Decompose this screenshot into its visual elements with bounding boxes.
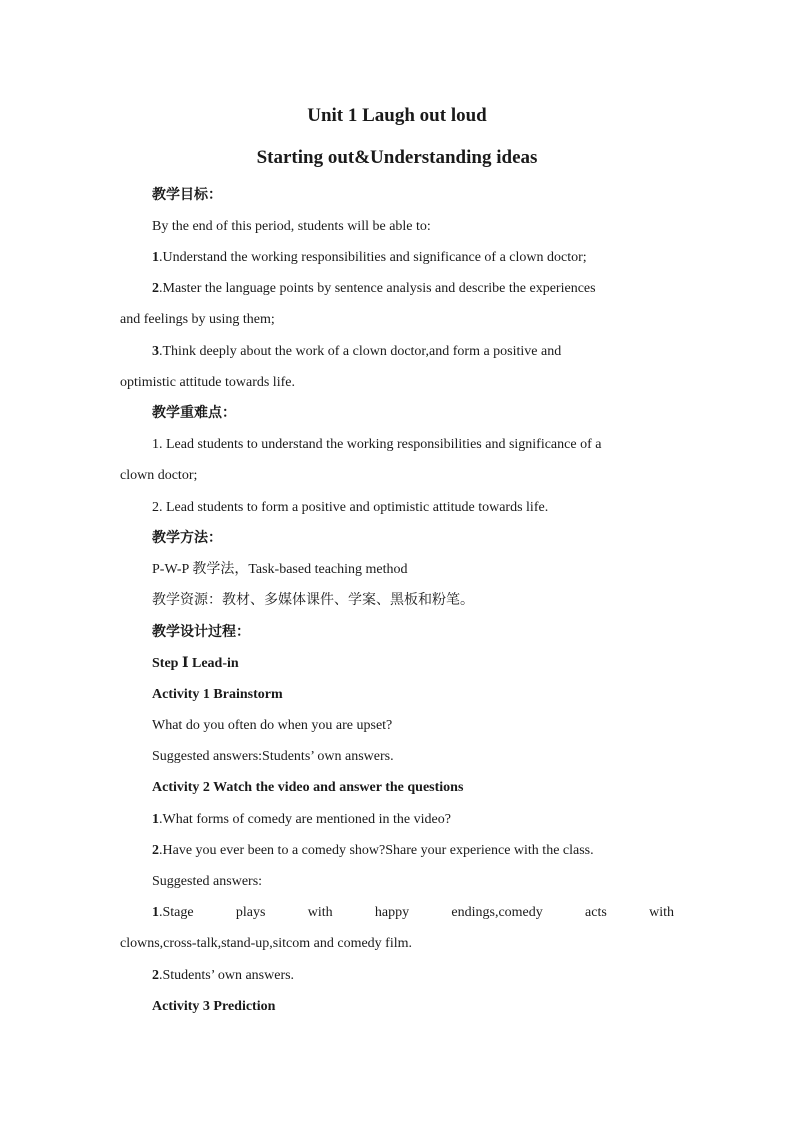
activity-2-answer-1-line-2: clowns,cross-talk,stand-up,sitcom and comedy film. [120, 936, 412, 951]
activity-2-heading: Activity 2 Watch the video and answer the questions [152, 780, 464, 795]
activity-2-question-2-text: .Have you ever been to a comedy show?Share your experience with the class. [159, 843, 594, 858]
activity-2-question-1-number: 1 [152, 812, 159, 827]
activity-2-suggested-label: Suggested answers: [152, 874, 263, 889]
activity-2-question-1 [152, 811, 674, 829]
step-1-heading: Step Ⅰ Lead-in [152, 656, 239, 671]
activity-1-heading: Activity 1 Brainstorm [152, 687, 283, 702]
objective-2-line-2: and feelings by using them; [120, 312, 275, 327]
activity-2-answer-1-number: 1 [152, 905, 159, 920]
objective-1-text: .Understand the working responsibilities and significance of a clown doctor; [159, 250, 587, 265]
objective-2-line-1 [152, 280, 674, 298]
objective-2-number: 2 [152, 281, 159, 296]
objective-3-line-2: optimistic attitude towards life. [120, 375, 295, 390]
activity-3-heading: Activity 3 Prediction [152, 999, 276, 1014]
objective-2-text: .Master the language points by sentence analysis and describe the experiences [159, 281, 596, 296]
document-subtitle: Starting out&Understanding ideas [256, 147, 538, 168]
activity-1-answer: Suggested answers:Students’ own answers. [152, 749, 394, 764]
objective-3-line-1 [152, 343, 674, 361]
activity-2-question-2-number: 2 [152, 843, 159, 858]
activity-2-question-1-text: .What forms of comedy are mentioned in the video? [159, 812, 451, 827]
activity-2-answer-1-text: .Stage plays with happy endings,comedy acts with [159, 905, 674, 920]
activity-2-answer-1-line-1 [152, 904, 674, 922]
objectives-heading: 教学目标： [152, 187, 222, 203]
objective-3-number: 3 [152, 344, 159, 359]
objective-3-text: .Think deeply about the work of a clown doctor,and form a positive and [159, 344, 562, 359]
keypoints-heading: 教学重难点： [152, 405, 236, 421]
document-title: Unit 1 Laugh out loud [307, 105, 487, 126]
process-heading: 教学设计过程： [152, 624, 250, 640]
methods-text: P-W-P 教学法，Task-based teaching method [152, 562, 408, 577]
activity-2-question-2 [152, 842, 674, 860]
keypoint-2: 2. Lead students to form a positive and optimistic attitude towards life. [152, 500, 549, 515]
resources-text: 教学资源：教材、多媒体课件、学案、黑板和粉笔。 [152, 592, 474, 608]
objectives-intro: By the end of this period, students will be able to: [152, 219, 431, 234]
methods-heading: 教学方法： [152, 530, 222, 546]
activity-2-answer-2-number: 2 [152, 968, 159, 983]
activity-2-answer-2 [152, 967, 674, 985]
objective-1 [152, 249, 674, 267]
activity-1-question: What do you often do when you are upset? [152, 718, 393, 733]
objective-1-number: 1 [152, 250, 159, 265]
activity-2-answer-2-text: .Students’ own answers. [159, 968, 295, 983]
keypoint-1-line-1: 1. Lead students to understand the working responsibilities and significance of a [152, 437, 602, 452]
keypoint-1-line-2: clown doctor; [120, 468, 198, 483]
